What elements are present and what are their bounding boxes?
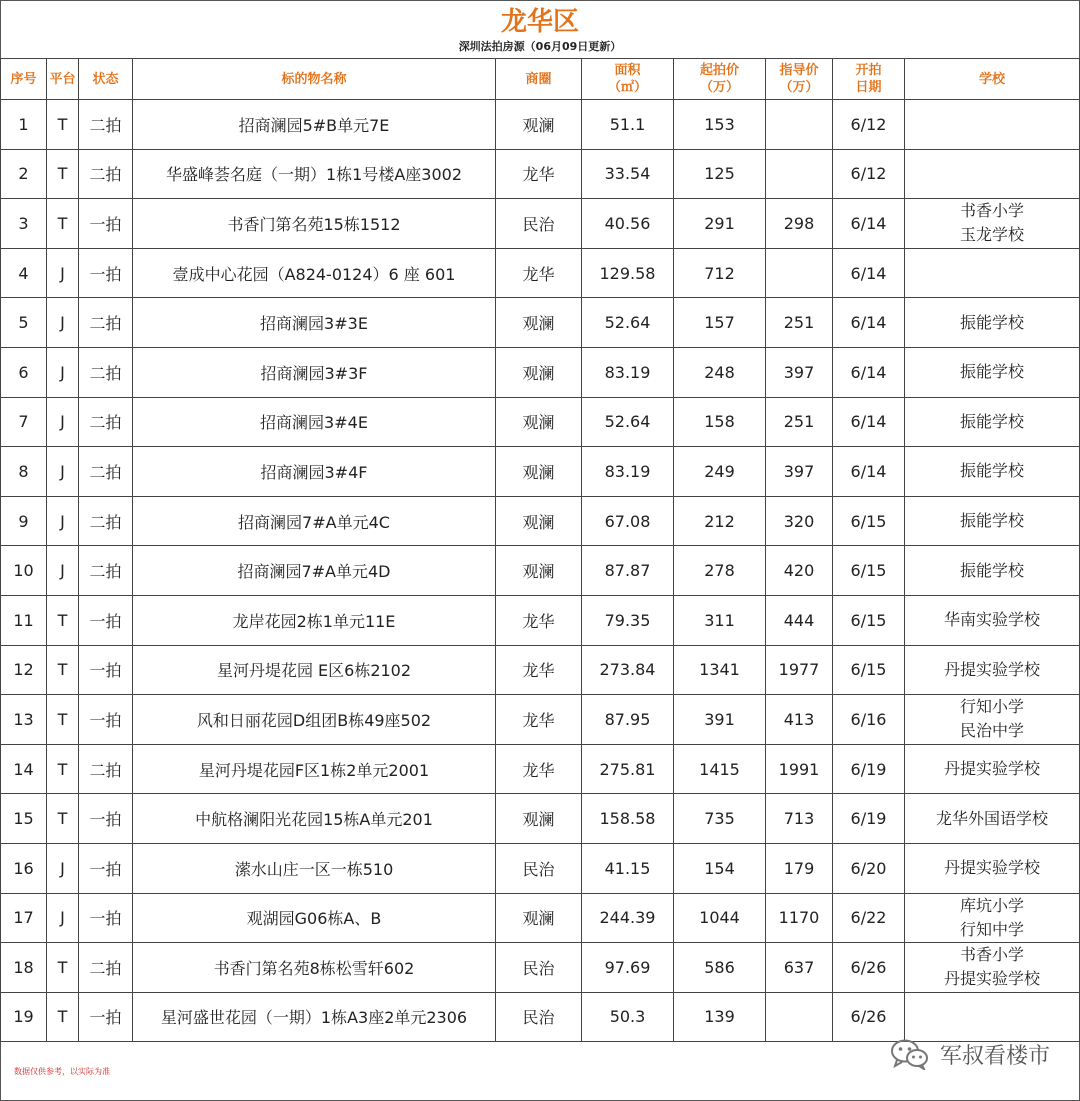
table-row: [1, 943, 1080, 993]
cell-size: 40.56: [582, 199, 674, 249]
cell-index: 13: [1, 695, 47, 745]
cell-zone: 观澜: [496, 347, 582, 397]
cell-index: 6: [1, 347, 47, 397]
cell-size: 33.54: [582, 149, 674, 199]
cell-school: [905, 347, 1080, 397]
cell-date: 6/14: [833, 248, 905, 298]
school-line-1: 书香小学: [959, 201, 1024, 221]
cell-guide-price: 1991: [766, 744, 833, 794]
cell-date: 6/26: [833, 943, 905, 993]
cell-size: 41.15: [582, 843, 674, 893]
cell-name: 招商澜园7#A单元4C: [133, 496, 496, 546]
cell-start-price: 249: [674, 447, 766, 497]
header-guide-line1: 指导价: [779, 63, 819, 78]
header-date-line2: 日期: [855, 80, 882, 95]
header-platform: 平台: [47, 59, 79, 100]
cell-state: 二拍: [79, 347, 133, 397]
cell-index: 14: [1, 744, 47, 794]
watermark: [890, 1036, 1050, 1072]
cell-date: 6/20: [833, 843, 905, 893]
cell-zone: 观澜: [496, 397, 582, 447]
cell-guide-price: 298: [766, 199, 833, 249]
cell-start-price: 153: [674, 100, 766, 150]
cell-platform: T: [47, 794, 79, 844]
cell-date: 6/12: [833, 100, 905, 150]
cell-platform: T: [47, 992, 79, 1042]
cell-guide-price: 444: [766, 595, 833, 645]
cell-school: [905, 645, 1080, 695]
cell-name: 中航格澜阳光花园15栋A单元201: [133, 794, 496, 844]
cell-guide-price: 713: [766, 794, 833, 844]
cell-name: 招商澜园7#A单元4D: [133, 546, 496, 596]
header-start-line1: 起拍价: [699, 63, 739, 78]
cell-index: 3: [1, 199, 47, 249]
cell-name: 星河盛世花园（一期）1栋A3座2单元2306: [133, 992, 496, 1042]
cell-zone: 观澜: [496, 546, 582, 596]
header-date-line1: 开拍: [855, 63, 882, 78]
cell-index: 16: [1, 843, 47, 893]
school-line-1: 书香小学: [959, 945, 1024, 965]
cell-zone: 龙华: [496, 744, 582, 794]
cell-platform: T: [47, 645, 79, 695]
cell-guide-price: 1170: [766, 893, 833, 943]
table-row: [1, 546, 1080, 596]
cell-start-price: 212: [674, 496, 766, 546]
school-line-2: 民治中学: [959, 721, 1024, 741]
cell-school: [905, 744, 1080, 794]
cell-zone: 民治: [496, 843, 582, 893]
cell-platform: J: [47, 298, 79, 348]
cell-start-price: 248: [674, 347, 766, 397]
cell-size: 67.08: [582, 496, 674, 546]
header-size-line2: （㎡）: [607, 80, 647, 95]
cell-school: [905, 447, 1080, 497]
cell-start-price: 735: [674, 794, 766, 844]
cell-start-price: 391: [674, 695, 766, 745]
cell-index: 5: [1, 298, 47, 348]
cell-index: 12: [1, 645, 47, 695]
cell-school: [905, 199, 1080, 249]
school-line-1: 丹提实验学校: [943, 858, 1040, 878]
cell-zone: 观澜: [496, 794, 582, 844]
cell-date: 6/19: [833, 744, 905, 794]
cell-index: 1: [1, 100, 47, 150]
cell-name: 星河丹堤花园 E区6栋2102: [133, 645, 496, 695]
cell-zone: 龙华: [496, 595, 582, 645]
school-line-2: 行知中学: [959, 919, 1024, 939]
cell-start-price: 1341: [674, 645, 766, 695]
cell-school: [905, 893, 1080, 943]
cell-state: 二拍: [79, 298, 133, 348]
cell-platform: T: [47, 100, 79, 150]
cell-size: 273.84: [582, 645, 674, 695]
school-line-1: 丹提实验学校: [943, 659, 1040, 679]
cell-name: 潆水山庄一区一栋510: [133, 843, 496, 893]
school-line-1: 龙华外国语学校: [935, 808, 1048, 828]
header-date: [833, 59, 905, 100]
cell-zone: 观澜: [496, 496, 582, 546]
cell-zone: 龙华: [496, 695, 582, 745]
cell-guide-price: 179: [766, 843, 833, 893]
cell-school: [905, 943, 1080, 993]
cell-size: 83.19: [582, 447, 674, 497]
school-line-1: 丹提实验学校: [943, 759, 1040, 779]
cell-date: 6/16: [833, 695, 905, 745]
cell-index: 8: [1, 447, 47, 497]
cell-school: [905, 595, 1080, 645]
school-line-1: 振能学校: [959, 461, 1024, 481]
header-name: 标的物名称: [133, 59, 496, 100]
cell-date: 6/19: [833, 794, 905, 844]
cell-state: 二拍: [79, 397, 133, 447]
cell-size: 79.35: [582, 595, 674, 645]
cell-name: 招商澜园3#3F: [133, 347, 496, 397]
header-start-line2: （万）: [699, 80, 739, 95]
cell-state: 二拍: [79, 546, 133, 596]
school-line-1: 行知小学: [959, 697, 1024, 717]
cell-school: [905, 149, 1080, 199]
header-size: [582, 59, 674, 100]
cell-school: [905, 397, 1080, 447]
school-line-1: 振能学校: [959, 411, 1024, 431]
table-body: [1, 100, 1080, 1042]
cell-size: 83.19: [582, 347, 674, 397]
header-zone: 商圈: [496, 59, 582, 100]
cell-platform: J: [47, 248, 79, 298]
table-row: [1, 199, 1080, 249]
cell-name: 观湖园G06栋A、B: [133, 893, 496, 943]
cell-guide-price: 1977: [766, 645, 833, 695]
table-row: [1, 397, 1080, 447]
cell-school: [905, 992, 1080, 1042]
table-row: [1, 992, 1080, 1042]
page-title: 龙华区: [500, 7, 579, 37]
table-row: [1, 248, 1080, 298]
cell-guide-price: [766, 248, 833, 298]
cell-school: [905, 298, 1080, 348]
table-row: [1, 496, 1080, 546]
cell-name: 招商澜园3#4E: [133, 397, 496, 447]
footer-disclaimer: 数据仅供参考，以实际为准: [14, 1067, 110, 1076]
header-guide-line2: （万）: [779, 80, 819, 95]
cell-guide-price: 251: [766, 397, 833, 447]
cell-guide-price: 397: [766, 447, 833, 497]
table-row: [1, 347, 1080, 397]
cell-platform: T: [47, 943, 79, 993]
cell-date: 6/14: [833, 298, 905, 348]
table-row: [1, 893, 1080, 943]
cell-date: 6/15: [833, 595, 905, 645]
cell-state: 一拍: [79, 248, 133, 298]
cell-zone: 民治: [496, 943, 582, 993]
cell-date: 6/15: [833, 496, 905, 546]
cell-size: 87.95: [582, 695, 674, 745]
cell-platform: J: [47, 397, 79, 447]
cell-size: 52.64: [582, 298, 674, 348]
cell-guide-price: 413: [766, 695, 833, 745]
cell-zone: 观澜: [496, 447, 582, 497]
cell-state: 二拍: [79, 100, 133, 150]
school-line-2: 玉龙学校: [959, 225, 1024, 245]
cell-guide-price: [766, 149, 833, 199]
cell-index: 18: [1, 943, 47, 993]
cell-start-price: 158: [674, 397, 766, 447]
cell-zone: 民治: [496, 199, 582, 249]
wechat-icon: [890, 1038, 930, 1070]
cell-school: [905, 546, 1080, 596]
school-line-1: 振能学校: [959, 511, 1024, 531]
watermark-text: 军叔看楼市: [939, 1043, 1050, 1069]
cell-school: [905, 100, 1080, 150]
header-guide-price: [766, 59, 833, 100]
cell-zone: 观澜: [496, 100, 582, 150]
table-row: [1, 149, 1080, 199]
listing-table: [0, 58, 1080, 1042]
cell-size: 275.81: [582, 744, 674, 794]
cell-name: 壹成中心花园（A824-0124）6 座 601: [133, 248, 496, 298]
table-header-row: [1, 59, 1080, 100]
school-line-1: 库坑小学: [959, 895, 1024, 915]
cell-state: 二拍: [79, 943, 133, 993]
cell-platform: J: [47, 843, 79, 893]
cell-start-price: 712: [674, 248, 766, 298]
cell-start-price: 586: [674, 943, 766, 993]
cell-start-price: 157: [674, 298, 766, 348]
header-start-price: [674, 59, 766, 100]
cell-platform: J: [47, 496, 79, 546]
cell-name: 书香门第名苑8栋松雪轩602: [133, 943, 496, 993]
cell-state: 一拍: [79, 893, 133, 943]
cell-state: 一拍: [79, 645, 133, 695]
cell-state: 二拍: [79, 149, 133, 199]
cell-start-price: 291: [674, 199, 766, 249]
cell-index: 2: [1, 149, 47, 199]
cell-state: 一拍: [79, 992, 133, 1042]
cell-platform: T: [47, 695, 79, 745]
cell-zone: 观澜: [496, 298, 582, 348]
cell-start-price: 154: [674, 843, 766, 893]
cell-guide-price: 320: [766, 496, 833, 546]
cell-zone: 龙华: [496, 149, 582, 199]
cell-platform: J: [47, 447, 79, 497]
cell-guide-price: 397: [766, 347, 833, 397]
school-line-1: 振能学校: [959, 560, 1024, 580]
cell-index: 11: [1, 595, 47, 645]
cell-index: 4: [1, 248, 47, 298]
cell-name: 招商澜园3#3E: [133, 298, 496, 348]
cell-zone: 观澜: [496, 893, 582, 943]
cell-index: 9: [1, 496, 47, 546]
cell-platform: J: [47, 546, 79, 596]
cell-index: 15: [1, 794, 47, 844]
cell-platform: J: [47, 347, 79, 397]
cell-start-price: 311: [674, 595, 766, 645]
cell-date: 6/14: [833, 199, 905, 249]
header-state: 状态: [79, 59, 133, 100]
cell-platform: T: [47, 595, 79, 645]
cell-start-price: 278: [674, 546, 766, 596]
cell-platform: T: [47, 199, 79, 249]
cell-state: 一拍: [79, 695, 133, 745]
cell-state: 二拍: [79, 496, 133, 546]
table-row: [1, 595, 1080, 645]
cell-index: 7: [1, 397, 47, 447]
cell-guide-price: [766, 100, 833, 150]
cell-date: 6/22: [833, 893, 905, 943]
table-row: [1, 695, 1080, 745]
cell-size: 158.58: [582, 794, 674, 844]
cell-size: 52.64: [582, 397, 674, 447]
cell-guide-price: 251: [766, 298, 833, 348]
cell-school: [905, 843, 1080, 893]
header-index: 序号: [1, 59, 47, 100]
cell-date: 6/15: [833, 645, 905, 695]
table-row: [1, 298, 1080, 348]
cell-platform: J: [47, 893, 79, 943]
cell-size: 97.69: [582, 943, 674, 993]
cell-zone: 龙华: [496, 645, 582, 695]
cell-name: 书香门第名苑15栋1512: [133, 199, 496, 249]
cell-school: [905, 496, 1080, 546]
school-line-1: 振能学校: [959, 312, 1024, 332]
cell-date: 6/14: [833, 447, 905, 497]
table-row: [1, 843, 1080, 893]
cell-index: 19: [1, 992, 47, 1042]
header-size-line1: 面积: [614, 63, 641, 78]
cell-school: [905, 794, 1080, 844]
cell-name: 华盛峰荟名庭（一期）1栋1号楼A座3002: [133, 149, 496, 199]
cell-name: 风和日丽花园D组团B栋49座502: [133, 695, 496, 745]
cell-name: 星河丹堤花园F区1栋2单元2001: [133, 744, 496, 794]
cell-state: 一拍: [79, 595, 133, 645]
table-row: [1, 794, 1080, 844]
cell-name: 招商澜园3#4F: [133, 447, 496, 497]
header-school: 学校: [905, 59, 1080, 100]
cell-date: 6/15: [833, 546, 905, 596]
cell-zone: 民治: [496, 992, 582, 1042]
cell-name: 招商澜园5#B单元7E: [133, 100, 496, 150]
cell-start-price: 1044: [674, 893, 766, 943]
cell-size: 129.58: [582, 248, 674, 298]
cell-size: 244.39: [582, 893, 674, 943]
cell-state: 二拍: [79, 744, 133, 794]
cell-school: [905, 695, 1080, 745]
cell-date: 6/14: [833, 397, 905, 447]
table-row: [1, 447, 1080, 497]
page-subtitle: 深圳法拍房源（06月09日更新）: [458, 40, 622, 53]
cell-index: 10: [1, 546, 47, 596]
cell-guide-price: 420: [766, 546, 833, 596]
school-line-2: 丹提实验学校: [943, 969, 1040, 989]
table-row: [1, 100, 1080, 150]
cell-size: 51.1: [582, 100, 674, 150]
school-line-1: 华南实验学校: [943, 610, 1040, 630]
school-line-1: 振能学校: [959, 362, 1024, 382]
cell-start-price: 1415: [674, 744, 766, 794]
cell-state: 一拍: [79, 794, 133, 844]
cell-state: 一拍: [79, 199, 133, 249]
cell-start-price: 125: [674, 149, 766, 199]
cell-state: 二拍: [79, 447, 133, 497]
cell-name: 龙岸花园2栋1单元11E: [133, 595, 496, 645]
table-row: [1, 645, 1080, 695]
cell-date: 6/12: [833, 149, 905, 199]
cell-size: 50.3: [582, 992, 674, 1042]
cell-date: 6/26: [833, 992, 905, 1042]
cell-start-price: 139: [674, 992, 766, 1042]
cell-index: 17: [1, 893, 47, 943]
cell-date: 6/14: [833, 347, 905, 397]
table-row: [1, 744, 1080, 794]
cell-platform: T: [47, 149, 79, 199]
cell-guide-price: 637: [766, 943, 833, 993]
cell-zone: 龙华: [496, 248, 582, 298]
cell-size: 87.87: [582, 546, 674, 596]
cell-guide-price: [766, 992, 833, 1042]
cell-state: 一拍: [79, 843, 133, 893]
cell-school: [905, 248, 1080, 298]
cell-platform: T: [47, 744, 79, 794]
